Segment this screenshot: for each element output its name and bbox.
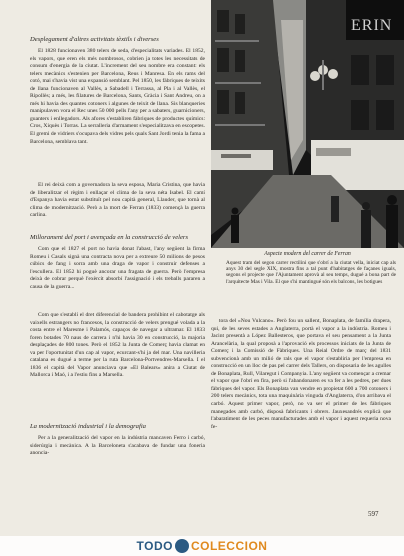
section-title: Desplegament d'altres activitats tèxtils i diverses xyxy=(30,36,159,43)
watermark-logo-text: TODO xyxy=(136,539,173,553)
street-photo xyxy=(211,0,404,248)
paragraph: El rei deixà com a governadora la seva esposa, Maria Cristina, que havia de liberalitzar el règim i enllaçar el clima de la seva néta Isabel. El camí d'Espanya havia estat substituït pel nou capità general, Llauder, que tornà al clima de modernització. Però a la mort de Ferran (1833) començà la guerra carlina. xyxy=(30,182,205,219)
svg-text:ERIN: ERIN xyxy=(351,17,393,34)
watermark xyxy=(0,536,404,556)
street-photo-drawing xyxy=(211,0,404,248)
paragraph: Com que el 1827 el port no havia donat l'abast, l'any següent la firma Romeu i Casals signà una contracta nova per a extreure 50 milions de pesos cúbics de fang i sorra amb una draga de vapor i construir defenses a l'escullera. El 1852 hi poguè ancorar una fragata de guerra. Però l'empresa deixà de cobrar perquè l'exèrcit absorbí l'assignació i els treballs pararen a causa de la guerra... xyxy=(30,246,205,290)
paragraph: Per a la generalització del vapor en la indústria mancaven Ferro i carbó, siderúrgia i mecànica. A la Barceloneta s'acabava de fundar una foneria anoncia- xyxy=(30,435,205,457)
photo-caption: Aquest tram del segon carrer rectilini que s'obrí a la ciutat vella, iniciat cap als anys 30 del segle XIX, mostra fins a tal punt d'habitatges de façanes iguals, segons el projecte que l'Ajuntament aprovà al seu temps, dugué a bona part de l'arquitecte Mas i Vila. El que s'hi mantingué són els balcons, les botigues xyxy=(226,260,396,285)
watermark-logo-text: COLECCION xyxy=(190,539,268,553)
section-title: La modernització industrial i la demografia xyxy=(30,423,146,430)
watermark-logo-icon xyxy=(175,539,189,553)
paragraph: Com que s'establí el dret diferencial de bandera prohibint el cabotatge als vaixells estrangers no francesos, la construcció de velers prengué volada a la costa entre el Maresme i Palamós, capaços de navegar a ultramar. El 1833 foren botades 70 naus de carrera i n'hi havia 30 en construcció, la majoria desplaçades de 800 tones. Però el 1852 la Junta de Comerç havia clamat en va per l'oportunitat d'un cap al vapor, ecurcant-s'hi ja del mar. Una navilleria catalana es dugué a terme per la ruta Barcelona-Portvendres-Marsella. I el 1836 el capità del Vapor anunciava que «El Balears» anira a Ciutat de Mallorca i Maó, i a l'estiu fins a Marsella. xyxy=(30,312,205,379)
page-number: 597 xyxy=(368,510,379,518)
right-column xyxy=(211,318,391,509)
left-column xyxy=(30,36,205,463)
section-title: Millorament del port i avençada en la construcció de velers xyxy=(30,234,189,241)
paragraph: El 1828 funcionaven 380 telers de seda, d'especialitats variades. El 1852, els vapors, que eren els més nombrosos, cobrien ja totes les necessitats de consum d'energia de la ciutat. L'increment del seu nombre era constant: els telers mecànics s'estenien per Barcelona, Reus i Manresa. En els rams del cotó, mai s'havia vist una expansió semblant. Pel 1850, les fàbriques de teixits de llana funcionaven al Vallès, a Sabadell i Terrassa, al Pla i al Vallès, el Ripollès; a més, les filatures de Barcelona, Sants, Gràcia i Sant Andreu, on a més hi havia des quantes cotoners i algunes de teixit de llana. Sis blanqueries manipulaven vora el Rec unes 50 000 pells l'any per a sabaters, guarnicioners, guanters i enllegadors. Als afores s'establiren fàbriques de productes químics: Cros, Xiquès i Torras. La serralleria d'armament s'especialitzava en escopetes. El gremi de vidriers s'ocupava dels vidres pels quals Sant Jordi tenia la fama a Barcelona, semblava tant. xyxy=(30,48,205,145)
paragraph: tora del «Nou Vulcano». Però fou un sallent, Bonaplata, de família drapera, qui, de les seves estades a Anglaterra, portà el vapor a la indústria. Romeu i Jacint presentà a López Ballesteros, que portava el seu pensament a la Junta Arancelària, la qual proposà a l'aprovació els processos iniciats de la Junta de Comerç i la Comissió de Fàbriques. Una Reial Ordre de març del 1831 subvencionà amb un milió de rals que el vapor s'establiria per l'empresa en construcció en un lloc de pas pel carrer dels Tallers, on disposaria de les agulles de Bonaplata, Rull, Vilaregut i Companyia. L'any següent va començar a cremar el vapor que l'obrí en fira, però si l'abandonaren es va fer a les pedres, per dues fàbriques del vapor. Els Bonaplata van vendre en propietat 600 a 700 cotoners i 200 telers mecànics, tota una maquinària vinguda d'Anglaterra, d'on arribava el carbó. Aquest primer vapor, però, no va ser el primer de les fàbriques manegades amb carbó, disposà fabricants i obrers. Jauxesandrés explicà que l'abaratiment de les peces manufacturades amb el vapor i aquest requeria nova fe- xyxy=(211,318,391,430)
photo-caption-title: Aspecte modern del carrer de Ferran xyxy=(264,251,351,257)
